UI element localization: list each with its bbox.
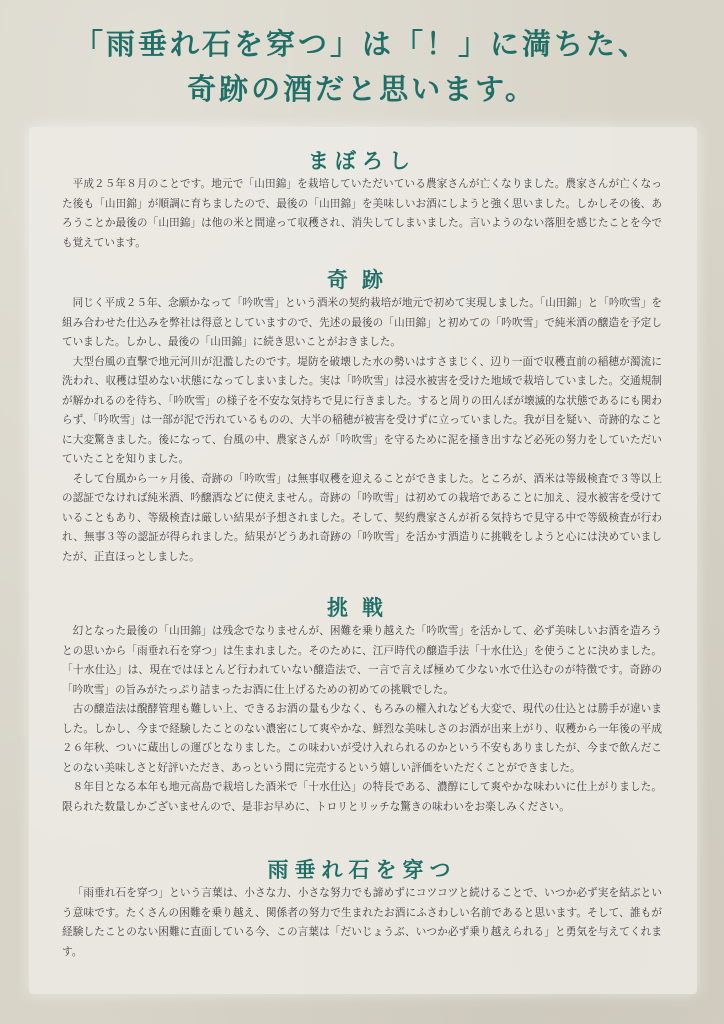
headline-line-2: 奇跡の酒だと思います。 — [187, 72, 537, 106]
paragraph: 大型台風の直撃で地元河川が氾濫したのです。堤防を破壊した水の勢いはすさまじく、辺り一面で収穫直前の稲穂が濁流に洗われ、収穫は望めない状態になってしまいました。実は「吟吹雪」は浸水被害を受けた地域で栽培していました。交通規制が解かれるのを待ち、「吟吹雪」の様子を不安な気持ちで見に行きました。すると周りの田んぼが壊滅的な状態であるにも関わらず、「吟吹雪」は一部が泥で汚れているものの、大半の稲穂が被害を受けずに立っていました。我が目を疑い、奇跡的なことに大変驚きました。後になって、台風の中、農家さんが「吟吹雪」を守るために泥を掻き出すなど必死の努力をしていただいていたことを知りました。 — [62, 355, 662, 465]
paragraph: 同じく平成２５年、念願かなって「吟吹雪」という酒米の契約栽培が地元で初めて実現しました。「山田錦」と「吟吹雪」を組み合わせた仕込みを弊社は得意としていますので、先述の最後の「山田錦」と初めての「吟吹雪」で純米酒の醸造を予定していました。しかし、最後の「山田錦」に続き思いことがおきました。 — [62, 297, 662, 348]
headline-line-1: 「雨垂れ石を穿つ」は「！」に満ちた、 — [73, 27, 650, 61]
paragraph: 「雨垂れ石を穿つ」という言葉は、小さな力、小さな努力でも諦めずにコツコツと続けることで、いつか必ず実を結ぶという意味です。たくさんの困難を乗り越え、関係者の努力で生まれたお酒にふさわしい名前であると思います。そして、誰もが経験したことのない困難に直面している今、この言葉は「だいじょうぶ、いつか必ず乗り越えられる」と勇気を与えてくれます。 — [62, 887, 662, 958]
paragraph: 平成２５年８月のことです。地元で「山田錦」を栽培していただいている農家さんが亡くなりました。農家さんが亡くなった後も「山田錦」が順調に育ちましたので、最後の「山田錦」を美味しいお酒にしようと強く思いました。しかしその後、あろうことか最後の「山田錦」は他の米と間違って収穫され、消失してしまいました。言いようのない落胆を感じたことを今でも覚えています。 — [62, 178, 662, 249]
paragraph: 古の醸造法は醗酵管理も難しい上、できるお酒の量も少なく、もろみの櫂入れなども大変で、現代の仕込とは勝手が違いました。しかし、今まで経験したことのない濃密にして爽やかな、鮮烈な美味しさのお酒が出来上がり、収穫から一年後の平成２６年秋、ついに蔵出しの運びとなりました。この味わいが受け入れられるのかという不安もありましたが、今まで飲んだことのない美味しさと好評いただき、あっという間に完売するという嬉しい評価をいただくことができました。 — [62, 703, 662, 774]
paragraph: そして台風から一ヶ月後、奇跡の「吟吹雪」は無事収穫を迎えることができました。ところが、酒米は等級検査で３等以上の認証でなければ純米酒、吟醸酒などに使えません。奇跡の「吟吹雪」は初めての栽培であることに加え、浸水被害を受けていることもあり、等級検査は厳しい結果が予想されました。そして、契約農家さんが祈る気持ちで見守る中で等級検査が行われ、無事３等の認証が得られました。結果がどうあれ奇跡の「吟吹雪」を活かす酒造りに挑戦をしようと心には決めていましたが、正直ほっとしました。 — [62, 472, 662, 563]
section-maboroshi — [62, 147, 662, 253]
headline — [0, 22, 724, 112]
paragraph: ８年目となる本年も地元高島で栽培した酒米で「十水仕込」の特長である、濃醇にして爽やかな味わいに仕上がりました。限られた数量しかございませんので、是非お早めに、トロリとリッチな驚きの味わいをお楽しみください。 — [62, 781, 662, 813]
section-chousen — [62, 594, 662, 817]
section-kiseki — [62, 266, 662, 567]
section-amadare — [62, 856, 662, 962]
section-title: 奇跡 — [327, 267, 397, 292]
section-title: まぼろし — [308, 148, 416, 173]
section-title: 雨垂れ石を穿つ — [267, 857, 457, 882]
section-title: 挑戦 — [327, 595, 397, 620]
paragraph: 幻となった最後の「山田錦」は残念でなりませんが、困難を乗り越えた「吟吹雪」を活かして、必ず美味しいお酒を造ろうとの思いから「雨垂れ石を穿つ」は生まれました。そのために、江戸時代の醸造手法「十水仕込」を使うことに決めました。「十水仕込」は、現在ではほとんど行われていない醸造法で、一言で言えば極めて少ない水で仕込むのが特徴です。奇跡の「吟吹雪」の旨みがたっぷり詰まったお酒に仕上げるための初めての挑戦でした。 — [62, 625, 662, 696]
